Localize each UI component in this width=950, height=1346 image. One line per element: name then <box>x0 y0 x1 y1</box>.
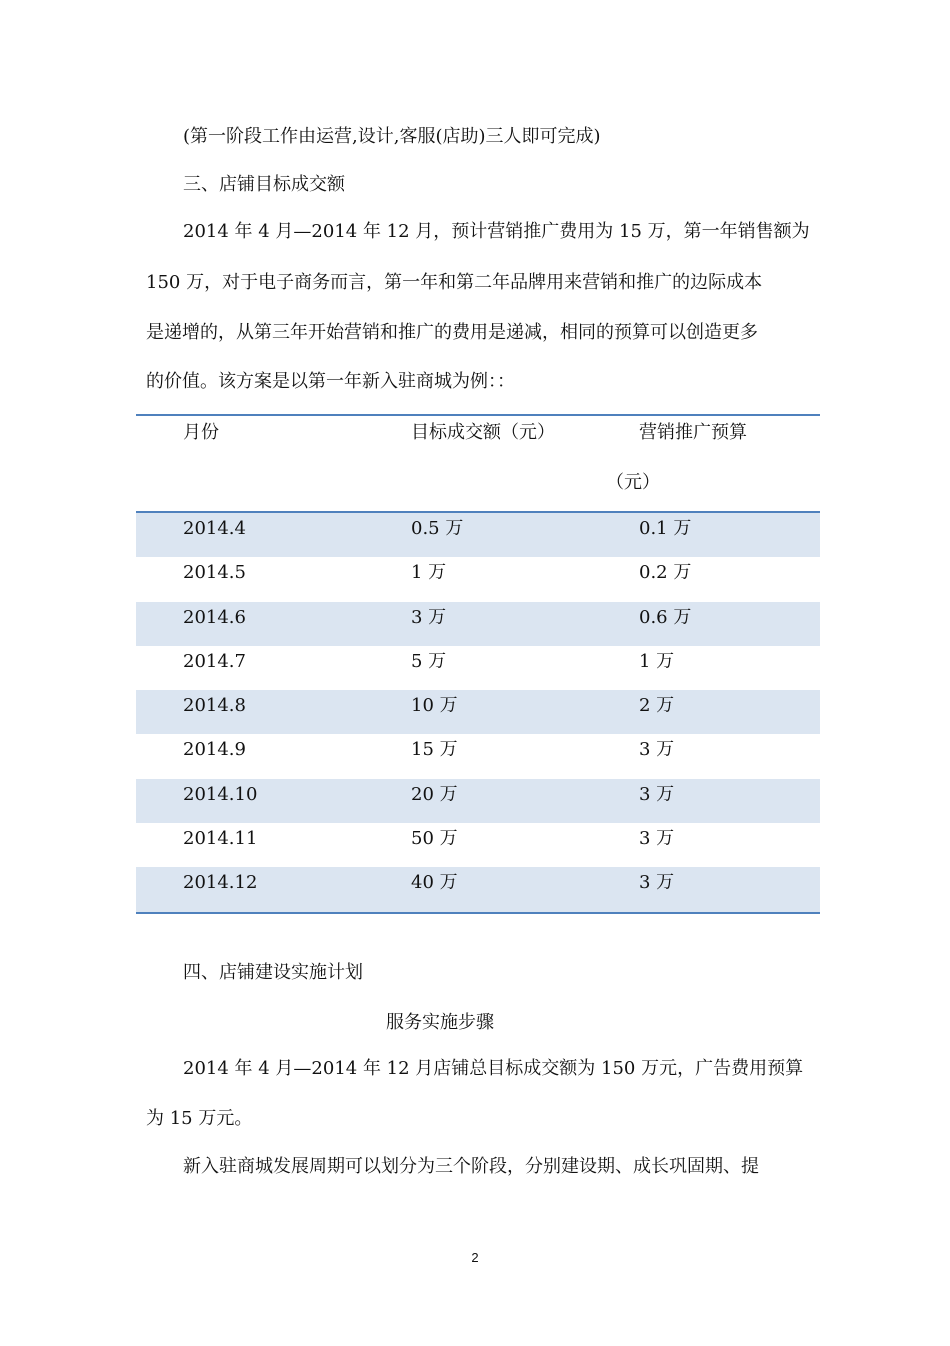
table-header <box>136 416 820 511</box>
subtitle-service-steps: 服务实施步骤 <box>386 1012 494 1033</box>
cell-budget: 3 万 <box>639 783 675 805</box>
cell-target-sales: 50 万 <box>411 828 458 850</box>
table-row <box>136 734 820 778</box>
cell-month: 2014.7 <box>183 650 246 672</box>
header-target-sales: 目标成交额（元） <box>411 422 555 443</box>
sales-target-table <box>136 414 820 914</box>
section-heading-target-sales: 三、店铺目标成交额 <box>183 174 345 195</box>
paragraph-stage-note: (第一阶段工作由运营,设计,客服(店助)三人即可完成) <box>183 126 601 147</box>
cell-month: 2014.6 <box>183 606 246 628</box>
paragraph-line: 150 万，对于电子商务而言，第一年和第二年品牌用来营销和推广的边际成本 <box>146 272 763 293</box>
cell-month: 2014.10 <box>183 783 258 805</box>
paragraph-line: 的价值。该方案是以第一年新入驻商城为例：： <box>146 371 515 392</box>
table-row <box>136 823 820 867</box>
cell-budget: 0.2 万 <box>639 562 692 584</box>
cell-budget: 3 万 <box>639 828 675 850</box>
cell-target-sales: 15 万 <box>411 739 458 761</box>
cell-month: 2014.9 <box>183 739 246 761</box>
cell-month: 2014.5 <box>183 562 246 584</box>
cell-target-sales: 10 万 <box>411 695 458 717</box>
table-bottom-rule <box>136 912 820 914</box>
table-row <box>136 867 820 911</box>
paragraph-line: 为 15 万元。 <box>146 1108 253 1129</box>
table-row <box>136 557 820 601</box>
cell-target-sales: 0.5 万 <box>411 518 464 539</box>
cell-budget: 3 万 <box>639 739 675 761</box>
cell-month: 2014.4 <box>183 518 246 539</box>
table-row <box>136 602 820 646</box>
table-row <box>136 513 820 557</box>
cell-target-sales: 40 万 <box>411 872 458 894</box>
header-month: 月份 <box>183 422 219 443</box>
paragraph-line: 2014 年 4 月—2014 年 12 月，预计营销推广费用为 15 万，第一年销售额为 <box>183 221 810 242</box>
cell-month: 2014.8 <box>183 695 246 717</box>
cell-budget: 0.1 万 <box>639 518 692 539</box>
table-row <box>136 690 820 734</box>
paragraph-line: 2014 年 4 月—2014 年 12 月店铺总目标成交额为 150 万元，广告费用预算 <box>183 1058 804 1079</box>
cell-month: 2014.12 <box>183 872 258 894</box>
page-number: 2 <box>471 1250 479 1265</box>
header-marketing-budget: 营销推广预算 <box>639 422 747 443</box>
cell-budget: 3 万 <box>639 872 675 894</box>
cell-budget: 2 万 <box>639 695 675 717</box>
table-row <box>136 646 820 690</box>
cell-month: 2014.11 <box>183 828 258 850</box>
cell-target-sales: 5 万 <box>411 650 447 672</box>
cell-target-sales: 20 万 <box>411 783 458 805</box>
cell-target-sales: 1 万 <box>411 562 447 584</box>
cell-budget: 0.6 万 <box>639 606 692 628</box>
paragraph-line: 是递增的，从第三年开始营销和推广的费用是递减，相同的预算可以创造更多 <box>146 322 758 343</box>
table-row <box>136 779 820 823</box>
paragraph-line: 新入驻商城发展周期可以划分为三个阶段，分别建设期、成长巩固期、提 <box>183 1156 759 1177</box>
cell-budget: 1 万 <box>639 650 675 672</box>
section-heading-implementation: 四、店铺建设实施计划 <box>183 962 363 983</box>
header-budget-unit: （元） <box>606 472 660 493</box>
cell-target-sales: 3 万 <box>411 606 447 628</box>
